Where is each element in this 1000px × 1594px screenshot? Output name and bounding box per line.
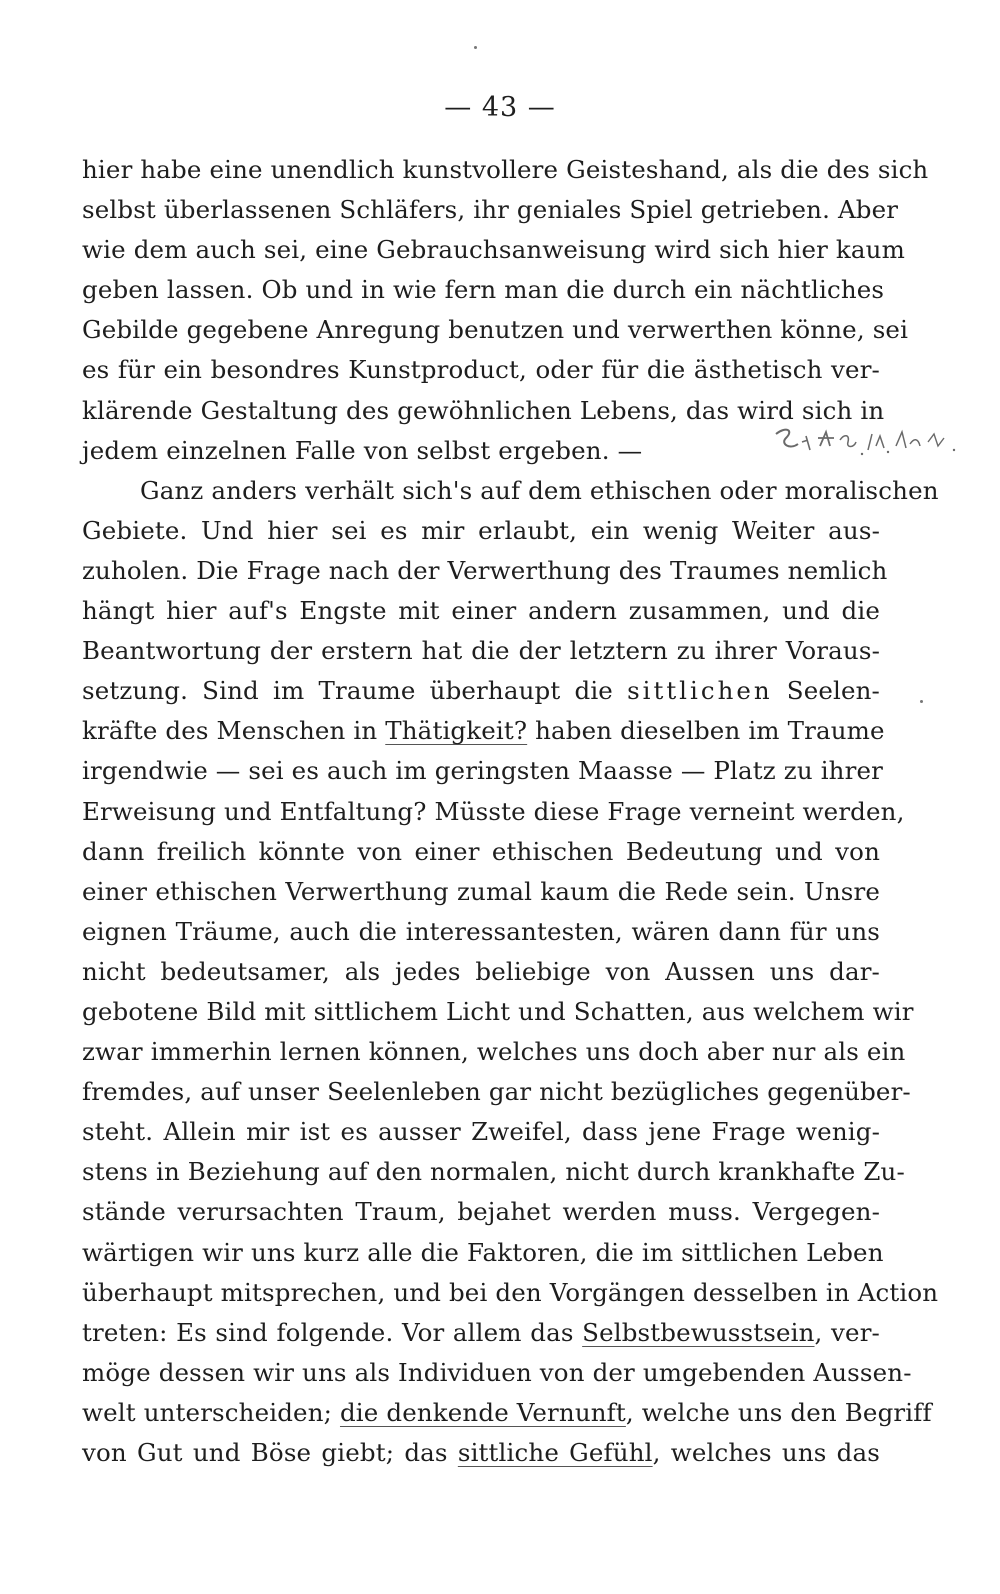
text-line: überhaupt mitsprechen, und bei den Vorgängen desselben in Action <box>82 1277 939 1307</box>
text-span: haben dieselben im Traume <box>527 716 885 746</box>
text-span: kräfte des Menschen in <box>82 716 386 746</box>
text-line <box>82 1313 880 1353</box>
text-line: selbst überlassenen Schläfers, ihr geniales Spiel getrieben. Aber <box>82 195 899 225</box>
text-line: Ganz anders verhält sich's auf dem ethischen oder moralischen <box>140 475 939 505</box>
text-line: Beantwortung der erstern hat die der letztern zu ihrer Voraus- <box>82 636 880 666</box>
text-line: zwar immerhin lernen können, welches uns doch aber nur als ein <box>82 1037 906 1067</box>
text-line: jedem einzelnen Falle von selbst ergeben. — <box>82 435 643 465</box>
text-line: nicht bedeutsamer, als jedes beliebige von Aussen uns dar- <box>82 956 880 986</box>
page-number: — 43 — <box>444 92 556 123</box>
emphasized-word: sittlichen <box>627 676 773 706</box>
text-line: Erweisung und Entfaltung? Müsste diese Frage verneint werden, <box>82 796 905 826</box>
text-span: welt unterscheiden; <box>82 1397 340 1427</box>
paper-fleck <box>474 46 477 49</box>
body-text <box>82 150 939 1473</box>
text-line: wärtigen wir uns kurz alle die Faktoren, die im sittlichen Leben <box>82 1237 884 1267</box>
text-line <box>82 711 885 751</box>
text-line: zuholen. Die Frage nach der Verwerthung des Traumes nemlich <box>82 555 888 585</box>
text-line <box>82 1393 932 1433</box>
text-line: dann freilich könnte von einer ethischen Bedeutung und von <box>82 836 880 866</box>
text-line: geben lassen. Ob und in wie fern man die durch ein nächtliches <box>82 275 885 305</box>
text-span: von Gut und Böse giebt; das <box>82 1438 458 1467</box>
text-line: es für ein besondres Kunstproduct, oder für die ästhetisch ver- <box>82 355 880 385</box>
text-line: hier habe eine unendlich kunstvollere Geisteshand, als die des sich <box>82 155 929 184</box>
text-line <box>82 1433 880 1473</box>
text-span: , welche uns den Begriff <box>625 1397 932 1427</box>
text-line: wie dem auch sei, eine Gebrauchsanweisung wird sich hier kaum <box>82 235 905 265</box>
text-line: fremdes, auf unser Seelenleben gar nicht bezügliches gegenüber- <box>82 1077 911 1107</box>
underlined-phrase: die denkende Vernunft <box>339 1397 626 1427</box>
text-line: möge dessen wir uns als Individuen von der umgebenden Aussen- <box>82 1357 912 1387</box>
text-line: Gebiete. Und hier sei es mir erlaubt, ein wenig Weiter aus- <box>82 515 880 545</box>
text-line: irgendwie — sei es auch im geringsten Maasse — Platz zu ihrer <box>82 756 883 786</box>
paper-fleck <box>920 700 923 703</box>
text-line: hängt hier auf's Engste mit einer andern zusammen, und die <box>82 596 880 626</box>
text-line: Gebilde gegebene Anregung benutzen und verwerthen könne, sei <box>82 315 909 345</box>
text-line: einer ethischen Verwerthung zumal kaum die Rede sein. Unsre <box>82 876 880 906</box>
text-line: klärende Gestaltung des gewöhnlichen Lebens, das wird sich in <box>82 395 885 425</box>
text-line: stens in Beziehung auf den normalen, nicht durch krankhafte Zu- <box>82 1157 905 1187</box>
text-span: treten: Es sind folgende. Vor allem das <box>82 1317 583 1347</box>
underlined-phrase: sittliche Gefühl <box>457 1438 653 1467</box>
underlined-phrase: Thätigkeit? <box>385 716 528 746</box>
underlined-phrase: Selbstbewusstsein <box>582 1317 815 1347</box>
text-span: Seelen- <box>772 676 880 706</box>
text-line: gebotene Bild mit sittlichem Licht und Schatten, aus welchem wir <box>82 996 914 1026</box>
text-line: eignen Träume, auch die interessantesten, wären dann für uns <box>82 916 880 946</box>
text-span: setzung. Sind im Traume überhaupt die <box>82 676 628 706</box>
text-line <box>82 671 880 711</box>
text-span: , welches uns das <box>652 1438 880 1467</box>
text-span: , ver- <box>814 1317 880 1347</box>
text-line: stände verursachten Traum, bejahet werden muss. Vergegen- <box>82 1197 880 1227</box>
handwritten-marginal-note <box>768 420 968 470</box>
text-line: steht. Allein mir ist es ausser Zweifel, dass jene Frage wenig- <box>82 1117 880 1147</box>
